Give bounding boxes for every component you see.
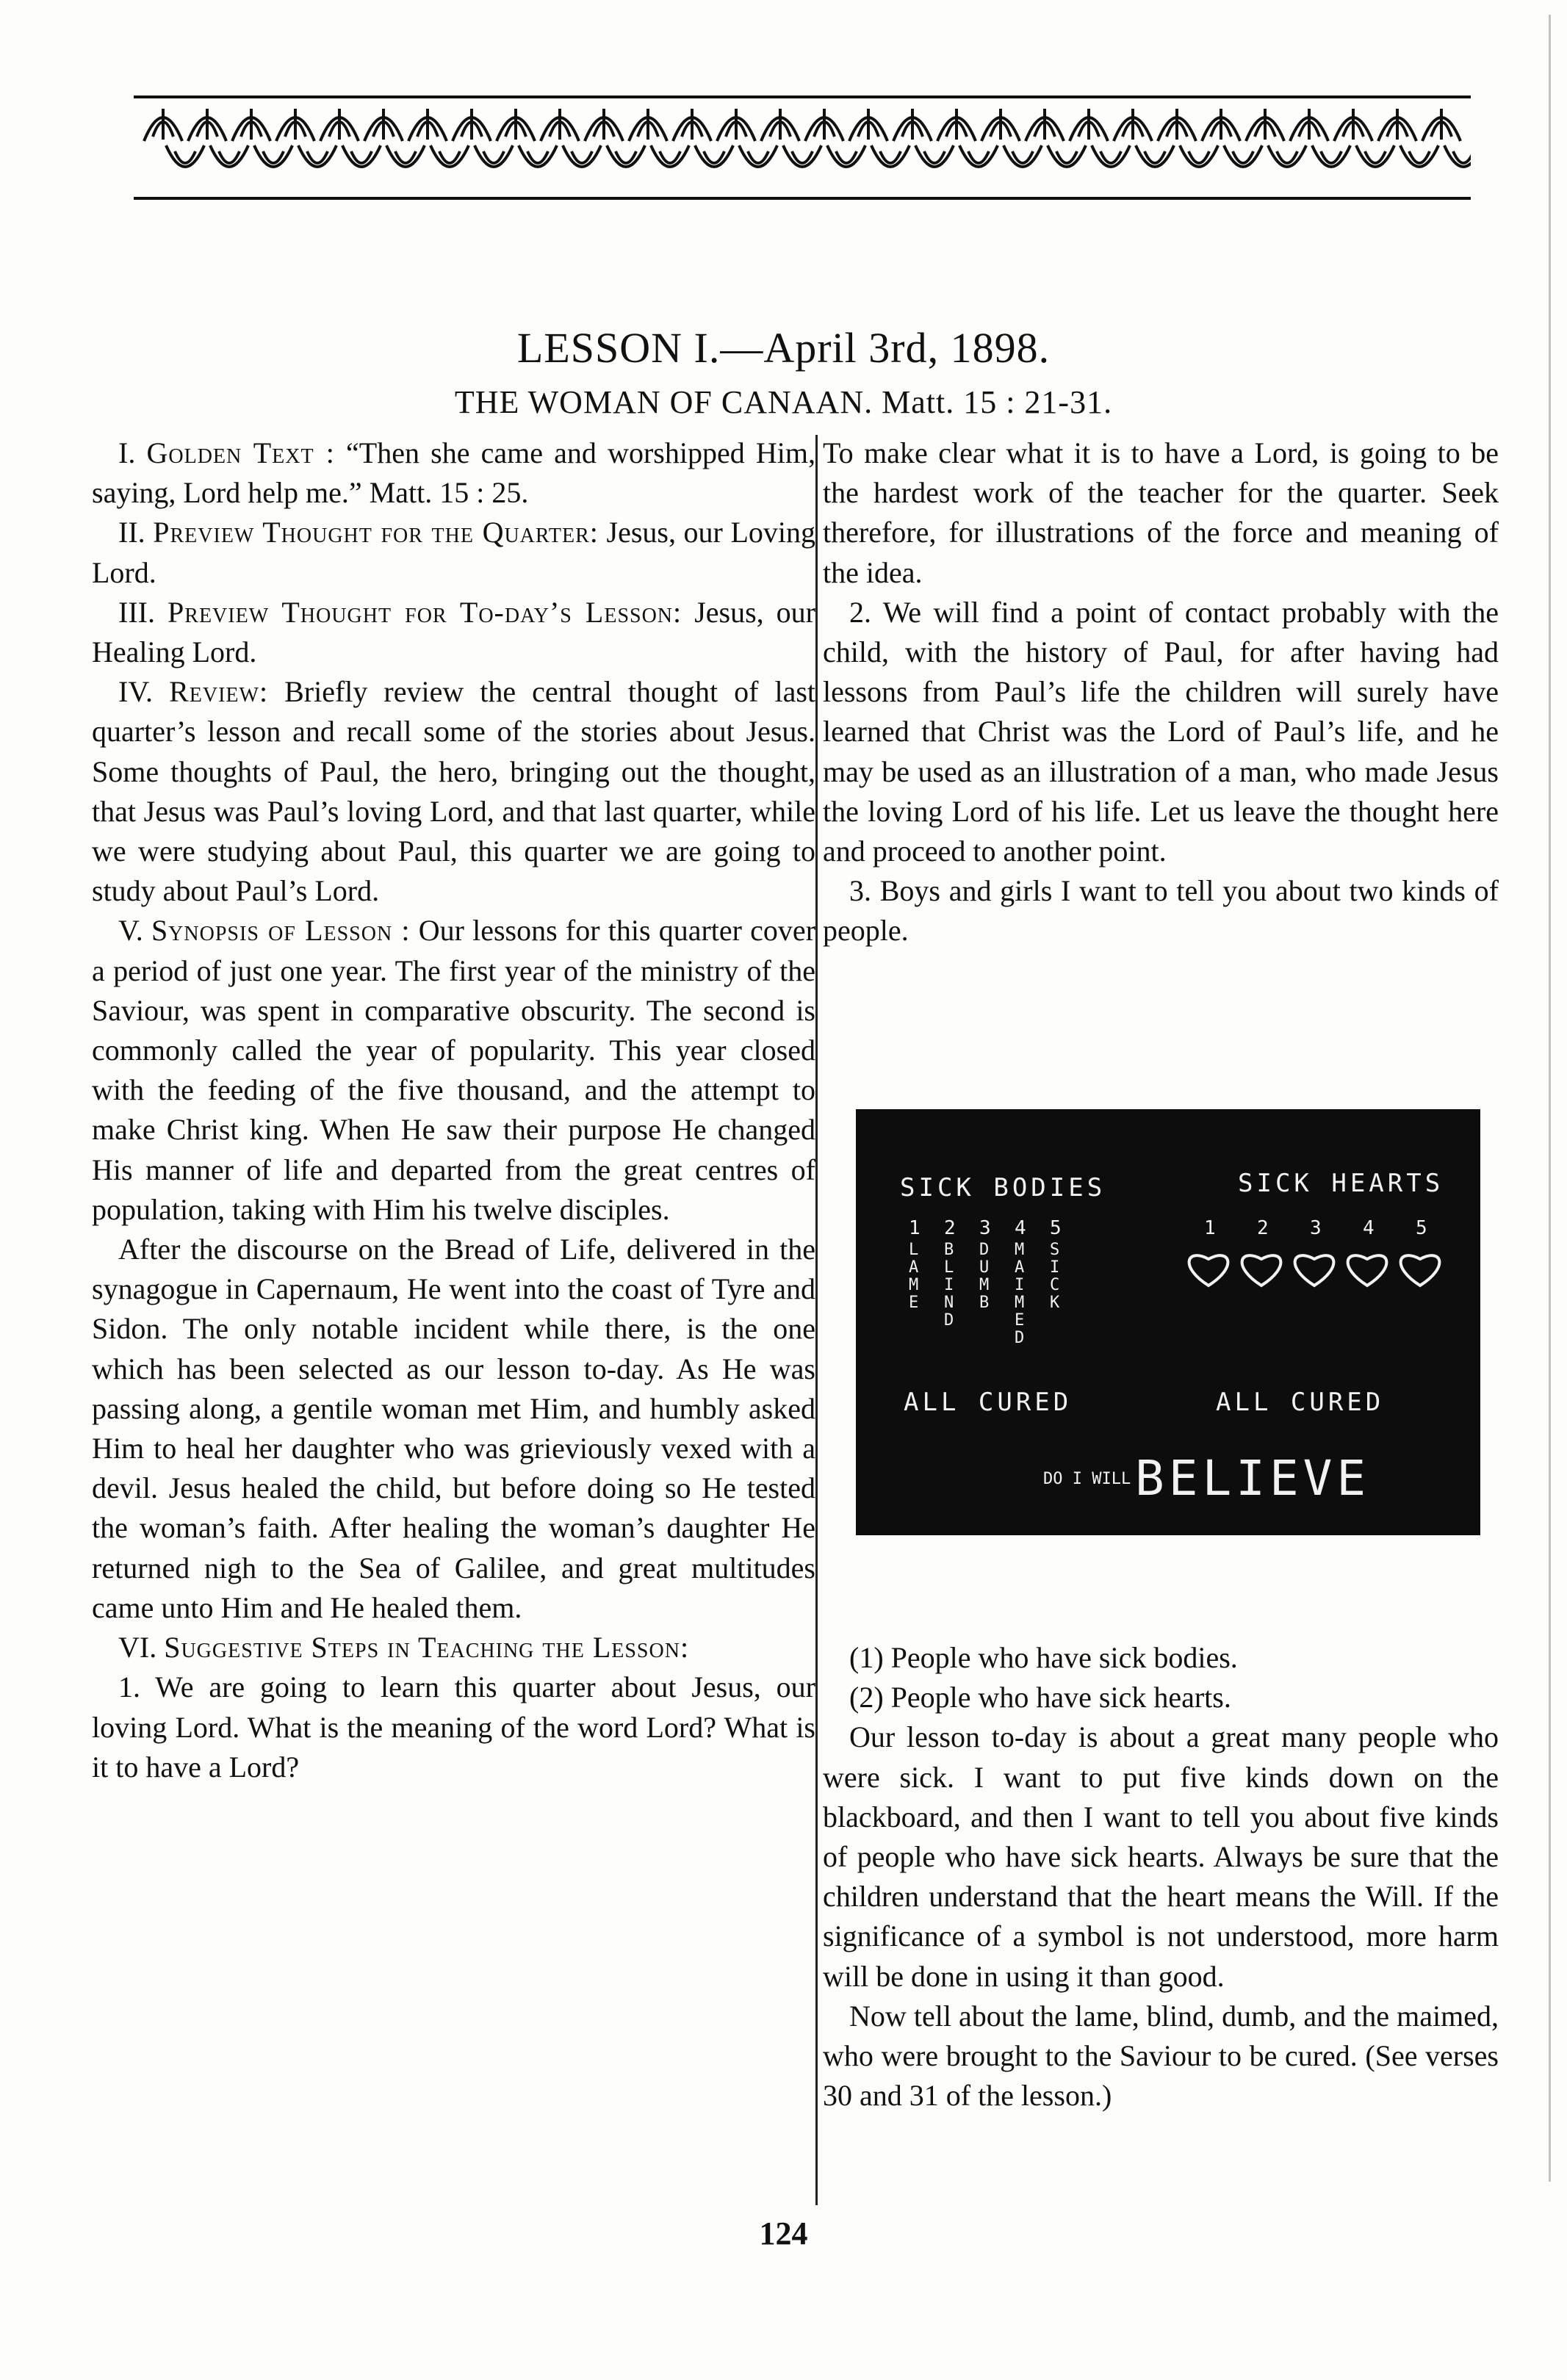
blackboard-number: 5 bbox=[1050, 1217, 1062, 1239]
blackboard-letter: M bbox=[1015, 1294, 1025, 1312]
blackboard-letter: D bbox=[944, 1311, 954, 1330]
right-column-bottom bbox=[823, 1638, 1499, 2116]
blackboard-letter: M bbox=[979, 1276, 990, 1294]
blackboard-letter: U bbox=[979, 1258, 990, 1277]
right-column-top bbox=[823, 433, 1499, 951]
blackboard-letter: L bbox=[909, 1241, 919, 1259]
step-1-paragraph: 1. We are going to learn this quarter about Jesus, our loving Lord. What is the meaning of the word Lord? What is it to have a Lord? bbox=[92, 1670, 815, 1784]
blackboard-hearts bbox=[1189, 1217, 1440, 1285]
blackboard-number: 4 bbox=[1015, 1217, 1026, 1239]
heart-shape bbox=[1401, 1255, 1440, 1285]
heart-number: 1 bbox=[1204, 1217, 1216, 1239]
column-divider bbox=[815, 435, 818, 2205]
list-item-sick-hearts: (2) People who have sick hearts. bbox=[849, 1681, 1231, 1714]
blackboard-letter: C bbox=[1050, 1276, 1060, 1294]
blackboard-illustration bbox=[856, 1109, 1480, 1535]
blackboard-number: 2 bbox=[944, 1217, 956, 1239]
blackboard-letter: I bbox=[944, 1276, 954, 1294]
blackboard-letter: N bbox=[944, 1294, 954, 1312]
right-paragraph-1: To make clear what it is to have a Lord, is going to be the hardest work of the teacher for the quarter. Seek therefore, for illustrations of the force and meaning of the idea. bbox=[823, 436, 1499, 589]
blackboard-letter: L bbox=[944, 1258, 954, 1277]
section-preview-lesson: III. Preview Thought for To-day’s Lesson: Jesus, our Healing Lord. bbox=[92, 595, 816, 669]
heart-shape bbox=[1348, 1255, 1387, 1285]
heart-shape bbox=[1295, 1255, 1334, 1285]
blackboard-letter: B bbox=[944, 1241, 954, 1259]
blackboard-right-footer: ALL CURED bbox=[1216, 1388, 1385, 1417]
blackboard-letter: A bbox=[1015, 1258, 1025, 1277]
heart-number: 2 bbox=[1257, 1217, 1269, 1239]
left-column bbox=[92, 433, 815, 1787]
blackboard-letter: D bbox=[1015, 1329, 1025, 1347]
section-preview-quarter: II. Preview Thought for the Quarter: Jesus, our Loving Lord. bbox=[92, 516, 816, 589]
blackboard-letter: E bbox=[909, 1294, 919, 1312]
list-item-sick-bodies: (1) People who have sick bodies. bbox=[849, 1641, 1238, 1674]
blackboard-believe: BELIEVE bbox=[1135, 1450, 1371, 1507]
right-paragraph-now-tell: Now tell about the lame, blind, dumb, and the maimed, who were brought to the Saviour to be cured. (See verses 30 and 31 of the lesson.) bbox=[823, 1999, 1499, 2113]
blackboard-letter: D bbox=[979, 1241, 990, 1259]
blackboard-letter: K bbox=[1050, 1294, 1060, 1312]
blackboard-left-heading: SICK BODIES bbox=[900, 1173, 1106, 1202]
heart-number: 4 bbox=[1363, 1217, 1375, 1239]
blackboard-letter: A bbox=[909, 1258, 919, 1277]
section-synopsis: V. Synopsis of Lesson : Our lessons for this quarter cover a period of just one year. The first year of the ministry of the Saviour, was spent in comparative obscurity. The second is commonly called the year of popularity. This year closed with the feeding of the five thousand, and the attempt to make Christ king. When He saw their purpose He changed His manner of life and departed from the great centres of population, taking with Him his twelve disciples. bbox=[92, 914, 816, 1226]
blackboard-letter: E bbox=[1015, 1311, 1025, 1330]
right-paragraph-step-2: 2. We will find a point of contact probably with the child, with the history of Paul, for after having had lessons from Paul’s life the children will surely have learned that Christ was the Lord of Paul’s life, and he may be used as an illustration of a man, who made Jesus the loving Lord of his life. Let us leave the thought here and proceed to another point. bbox=[823, 595, 1499, 868]
section-golden-text: I. Golden Text : “Then she came and worshipped Him, saying, Lord help me.” Matt. 15 : 25. bbox=[92, 436, 815, 510]
blackboard-letter: S bbox=[1050, 1241, 1060, 1259]
heart-shape bbox=[1242, 1255, 1281, 1285]
synopsis-paragraph-2: After the discourse on the Bread of Life, delivered in the synagogue in Capernaum, He went into the coast of Tyre and Sidon. The only notable incident while there, is the one which has been selected as our lesson to-day. As He was passing along, a gentile woman met Him, and humbly asked Him to heal her daughter who was grieviously vexed with a devil. Jesus healed the child, but before doing so He tested the woman’s faith. After healing the woman’s daughter He returned nigh to the Sea of Galilee, and great multitudes came unto Him and He healed them. bbox=[92, 1233, 815, 1624]
blackboard-left-columns bbox=[909, 1217, 1062, 1347]
section-suggestive-steps: VI. Suggestive Steps in Teaching the Lesson: bbox=[118, 1631, 690, 1665]
blackboard-bottom-prefix: DO I WILL bbox=[1043, 1470, 1131, 1488]
heart-shape bbox=[1189, 1255, 1228, 1285]
heart-number: 3 bbox=[1310, 1217, 1322, 1239]
decorative-header-border bbox=[134, 94, 1471, 200]
blackboard-number: 3 bbox=[979, 1217, 991, 1239]
lesson-subtitle: THE WOMAN OF CANAAN. Matt. 15 : 21-31. bbox=[454, 384, 1113, 420]
lesson-title: LESSON I.—April 3rd, 1898. bbox=[516, 324, 1051, 372]
blackboard-right-heading: SICK HEARTS bbox=[1238, 1169, 1444, 1198]
page-number: 124 bbox=[759, 2215, 808, 2251]
heart-number: 5 bbox=[1416, 1217, 1427, 1239]
blackboard-letter: M bbox=[909, 1276, 919, 1294]
right-paragraph-step-3: 3. Boys and girls I want to tell you about two kinds of people. bbox=[823, 874, 1499, 948]
right-paragraph-lesson-today: Our lesson to-day is about a great many people who were sick. I want to put five kinds down on the blackboard, and then I want to tell you about five kinds of people who have sick hearts. Always be sure that the children understand that the heart means the Will. If the significance of a symbol is not understood, more harm will be done in using it than good. bbox=[823, 1720, 1499, 1993]
blackboard-left-footer: ALL CURED bbox=[904, 1388, 1073, 1417]
blackboard-letter: B bbox=[979, 1294, 990, 1312]
blackboard-letter: M bbox=[1015, 1241, 1025, 1259]
blackboard-letter: I bbox=[1015, 1276, 1025, 1294]
blackboard-letter: I bbox=[1050, 1258, 1060, 1277]
blackboard-number: 1 bbox=[909, 1217, 921, 1239]
section-review: IV. Review: Briefly review the central thought of last quarter’s lesson and recall some of the stories about Jesus. Some thoughts of Paul, the hero, bringing out the thought, that Jesus was Paul’s loving Lord, and that last quarter, while we were studying about Paul, this quarter we are going to study about Paul’s Lord. bbox=[92, 675, 816, 908]
